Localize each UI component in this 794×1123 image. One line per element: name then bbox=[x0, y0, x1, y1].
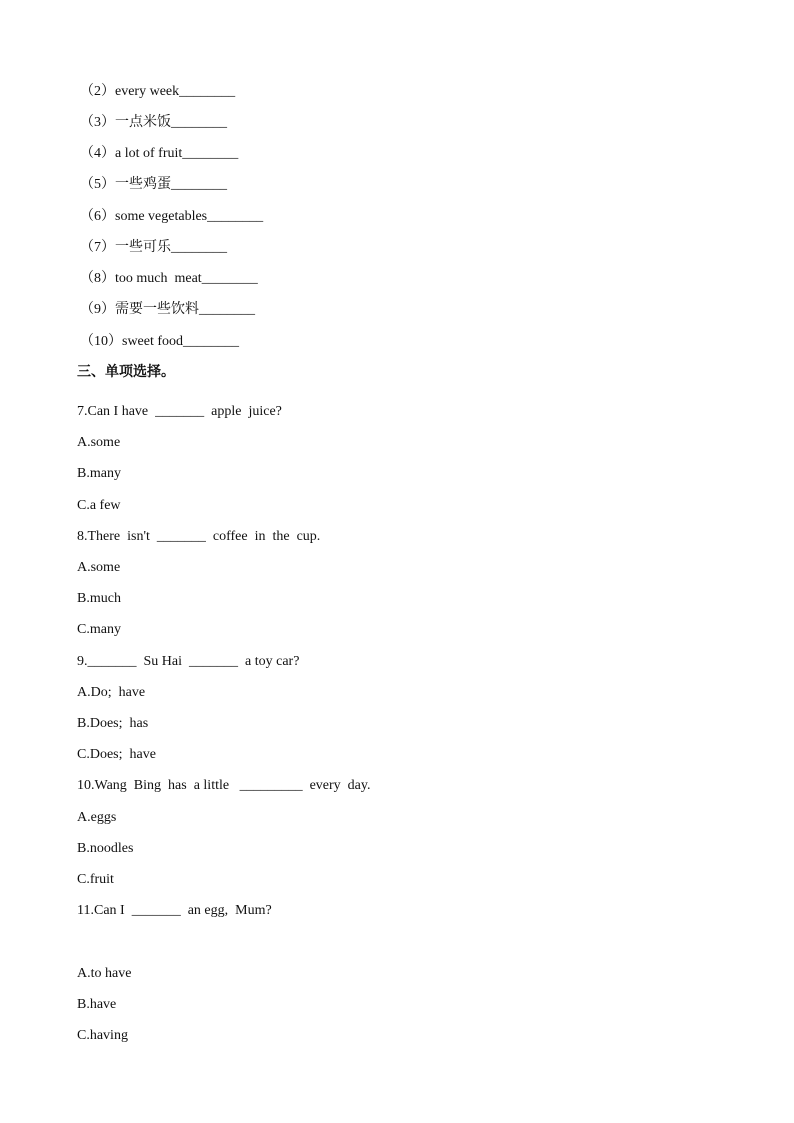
translation-item: （5）一些鸡蛋________ bbox=[80, 177, 227, 192]
translation-item: （8）too much meat________ bbox=[80, 271, 258, 286]
translation-item: （10）sweet food________ bbox=[80, 334, 240, 349]
translation-item: （2）every week________ bbox=[80, 84, 236, 99]
question-stem: 11.Can I _______ an egg, Mum? bbox=[77, 903, 272, 918]
option-a[interactable]: A.to have bbox=[77, 966, 132, 981]
answer-blank[interactable]: ________ bbox=[171, 240, 227, 255]
answer-blank[interactable]: ________ bbox=[207, 209, 264, 224]
section-heading: 三、单项选择。 bbox=[77, 364, 175, 380]
option-a[interactable]: A.eggs bbox=[77, 810, 117, 825]
translation-item: （4）a lot of fruit________ bbox=[80, 146, 239, 161]
option-c[interactable]: C.fruit bbox=[77, 872, 114, 887]
option-c[interactable]: C.Does; have bbox=[77, 747, 156, 762]
answer-blank[interactable]: ________ bbox=[183, 334, 240, 349]
option-a[interactable]: A.some bbox=[77, 560, 121, 575]
answer-blank[interactable]: ________ bbox=[171, 177, 227, 192]
option-b[interactable]: B.noodles bbox=[77, 841, 134, 856]
translation-item: （3）一点米饭________ bbox=[80, 115, 227, 130]
question-stem: 8.There isn't _______ coffee in the cup. bbox=[77, 529, 321, 544]
option-c[interactable]: C.having bbox=[77, 1028, 128, 1043]
translation-item: （9）需要一些饮料________ bbox=[80, 302, 255, 317]
question-stem: 9._______ Su Hai _______ a toy car? bbox=[77, 654, 300, 669]
answer-blank[interactable]: ________ bbox=[182, 146, 239, 161]
question-stem: 7.Can I have _______ apple juice? bbox=[77, 404, 282, 419]
answer-blank[interactable]: ________ bbox=[179, 84, 236, 99]
option-a[interactable]: A.some bbox=[77, 435, 121, 450]
answer-blank[interactable]: ________ bbox=[201, 271, 258, 286]
option-c[interactable]: C.a few bbox=[77, 498, 121, 513]
option-a[interactable]: A.Do; have bbox=[77, 685, 146, 700]
option-b[interactable]: B.much bbox=[77, 591, 121, 606]
translation-item: （7）一些可乐________ bbox=[80, 240, 227, 255]
option-b[interactable]: B.many bbox=[77, 466, 121, 481]
translation-item: （6）some vegetables________ bbox=[80, 209, 264, 224]
option-b[interactable]: B.Does; has bbox=[77, 716, 149, 731]
answer-blank[interactable]: ________ bbox=[199, 302, 255, 317]
question-stem: 10.Wang Bing has a little _________ every day. bbox=[77, 778, 371, 793]
option-c[interactable]: C.many bbox=[77, 622, 121, 637]
answer-blank[interactable]: ________ bbox=[171, 115, 227, 130]
option-b[interactable]: B.have bbox=[77, 997, 117, 1012]
